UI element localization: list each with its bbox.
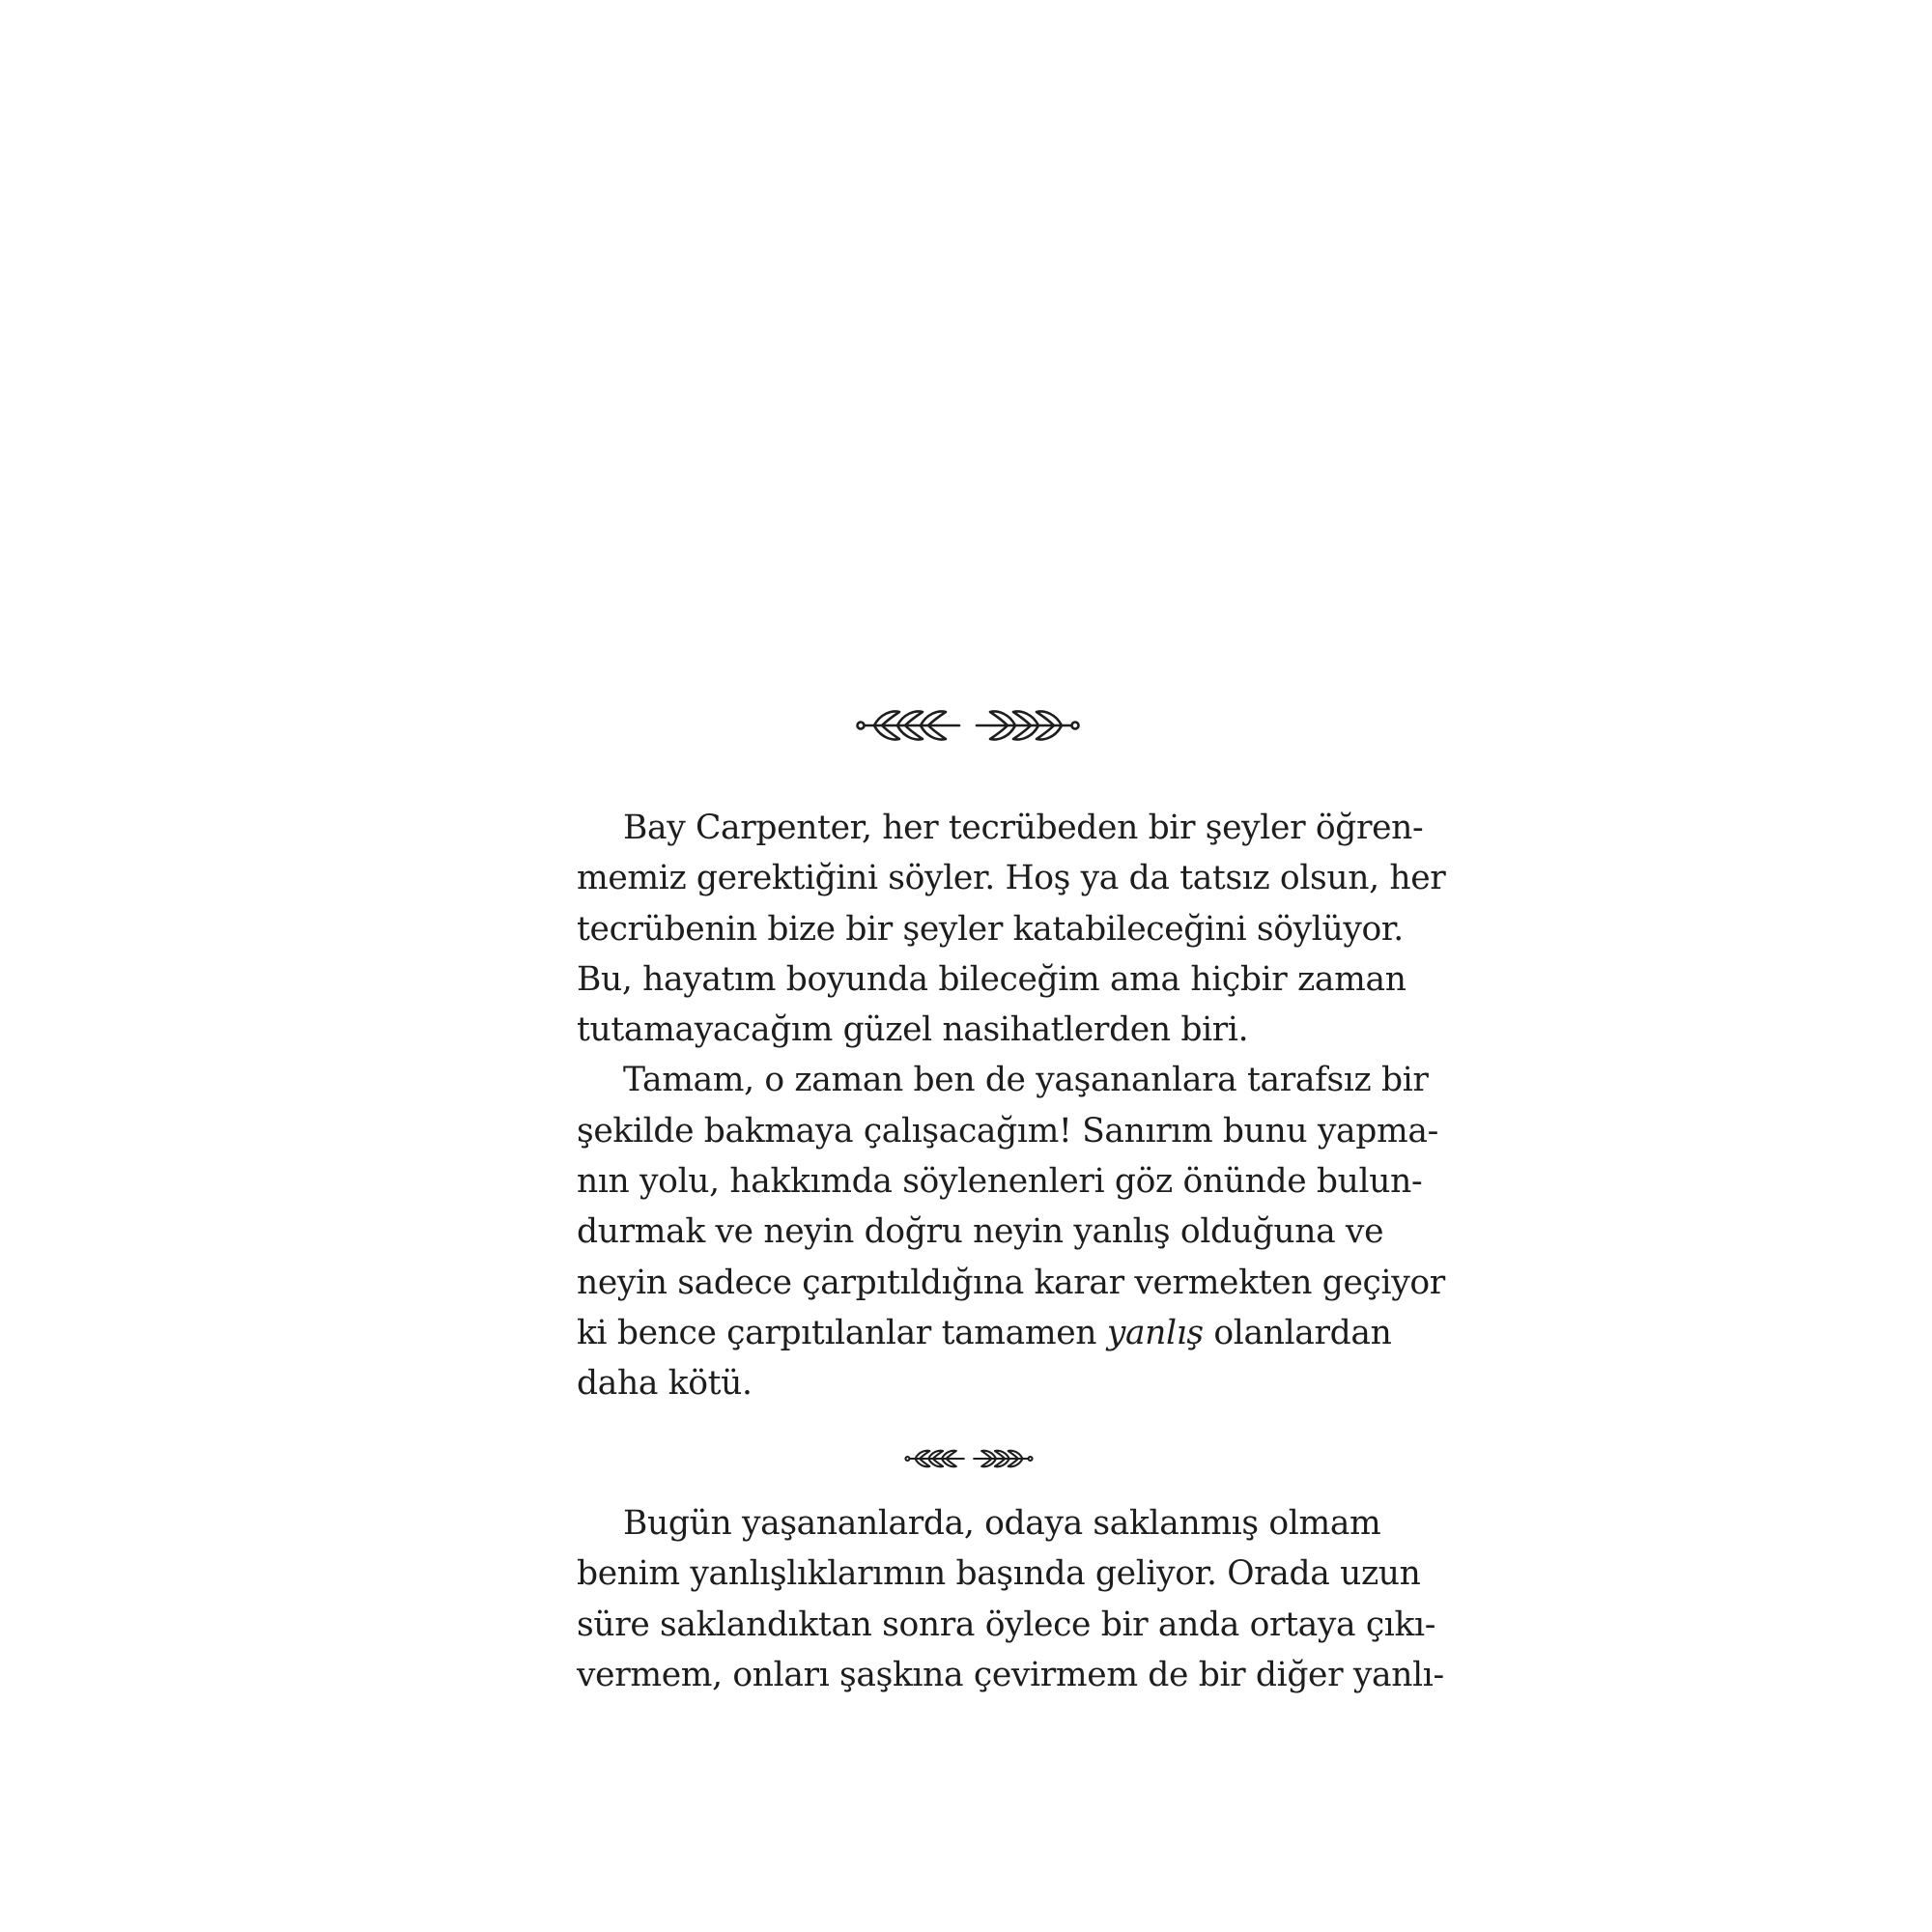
section-2-text (577, 1498, 1444, 1700)
text-line: Bu, hayatım boyunda bileceğim ama hiçbir zaman (577, 959, 1406, 999)
fleuron-divider-small-icon (904, 1443, 1034, 1474)
text-line: vermem, onları şaşkına çevirmem de bir diğer yanlı- (577, 1655, 1444, 1694)
text-line: memiz gerektiğini söyler. Hoş ya da tatsız olsun, her (577, 859, 1446, 898)
text-segment: olanlardan (1213, 1313, 1392, 1352)
text-line: benim yanlışlıklarımın başında geliyor. Orada uzun (577, 1554, 1421, 1594)
text-line: süre saklandıktan sonra öylece bir anda ortaya çıkı- (577, 1605, 1436, 1644)
text-line: nın yolu, hakkımda söylenenleri göz önünde bulun- (577, 1162, 1423, 1202)
text-segment: ki bence çarpıtılanlar tamamen (577, 1313, 1097, 1352)
text-line-with-emphasis (577, 1308, 1392, 1358)
emphasized-word: yanlış (1106, 1313, 1204, 1352)
section-1-text (577, 803, 1446, 1409)
text-line: şekilde bakmaya çalışacağım! Sanırım bunu yapma- (577, 1111, 1438, 1151)
text-line: daha kötü. (577, 1364, 753, 1404)
text-line: durmak ve neyin doğru neyin yanlış olduğuna ve (577, 1212, 1384, 1252)
text-line: Bugün yaşananlarda, odaya saklanmış olmam (623, 1504, 1381, 1543)
text-line: tutamayacağım güzel nasihatlerden biri. (577, 1010, 1249, 1050)
text-line: Bay Carpenter, her tecrübeden bir şeyler öğren- (623, 809, 1424, 847)
text-line: Tamam, o zaman ben de yaşananlara tarafsız bir (623, 1061, 1429, 1100)
text-line: tecrübenin bize bir şeyler katabileceğini söylüyor. (577, 909, 1404, 949)
fleuron-divider-icon (855, 700, 1081, 751)
text-line: neyin sadece çarpıtıldığına karar vermekten geçiyor (577, 1263, 1445, 1302)
